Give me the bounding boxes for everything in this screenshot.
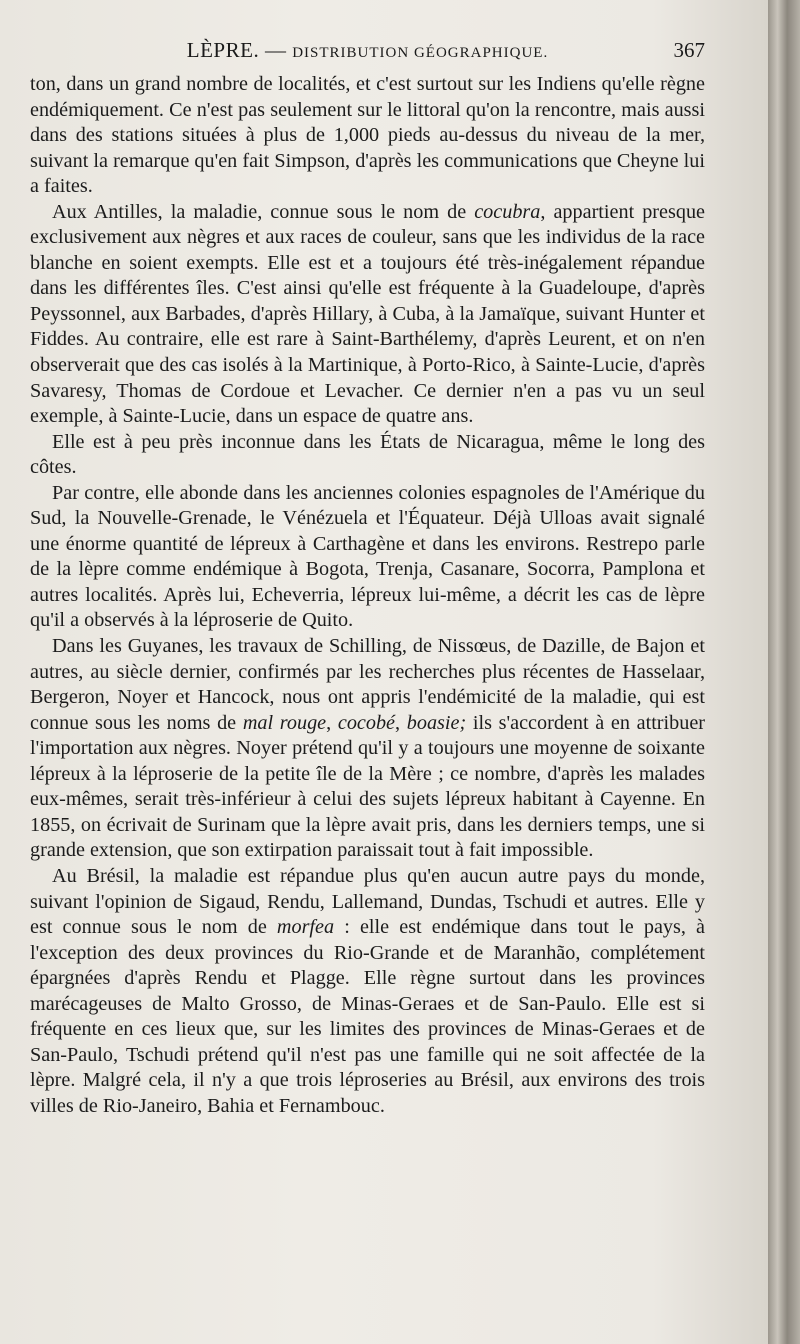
text-segment: : elle est endémique dans tout le pays, à l'exception des deux provinces du Rio-Grande et de Maranhão, complétement épargnées d'après Rendu et Plagge. Elle règne surtout dans les provinces marécageuses de Malto Grosso, de Minas-Geraes et de San-Paulo. Elle est si fréquente en ces lieux que, sur les limites des provinces de Minas-Geraes et de San-Paulo, Tschudi prétend qu'il n'est pas une famille qui ne soit affectée de la lèpre. Malgré cela, il n'y a que trois léproseries au Brésil, aux environs des trois villes de Rio-Janeiro, Bahia et Fernambouc. xyxy=(30,916,705,1117)
running-head xyxy=(30,38,705,63)
text-segment: Elle est à peu près inconnue dans les États de Nicaragua, même le long des côtes. xyxy=(30,430,705,479)
text-segment: , appartient presque exclusivement aux nègres et aux races de couleur, sans que les individus de la race blanche en soient exempts. Elle est et a toujours été très-inégalement répandue dans les différentes îles. C'est ainsi qu'elle est fréquente à la Guadeloupe, d'après Peyssonnel, aux Barbades, d'après Hillary, à Cuba, à la Jamaïque, suivant Hunter et Fiddes. Au contraire, elle est rare à Saint-Barthélemy, d'après Leurent, et on n'en observerait que des cas isolés à la Martinique, à Porto-Rico, à Sainte-Lucie, d'après Savaresy, Thomas de Cordoue et Levacher. Ce dernier n'en a pas vu un seul exemple, à Sainte-Lucie, dans un espace de quatre ans. xyxy=(30,200,705,428)
running-head-subtitle: DISTRIBUTION GÉOGRAPHIQUE. xyxy=(292,45,549,61)
running-head-title: LÈPRE. — xyxy=(186,38,287,62)
book-gutter xyxy=(768,0,800,1344)
italic-term: cocubra xyxy=(474,200,541,223)
paragraph xyxy=(30,200,705,430)
italic-term: morfea xyxy=(276,916,335,939)
text-segment: Par contre, elle abonde dans les anciennes colonies espagnoles de l'Amérique du Sud, la Nouvelle-Grenade, le Vénézuela et l'Équateur. Déjà Ulloas avait signalé une énorme quantité de lépreux à Carthagène et dans les environs. Restrepo parle de la lèpre comme endémique à Bogota, Trenja, Casanare, Socorra, Pamplona et autres localités. Après lui, Echeverria, lépreux lui-même, a décrit les cas de lèpre qu'il a observés à la léproserie de Quito. xyxy=(30,481,705,632)
italic-term: cocobé xyxy=(337,711,396,734)
paragraph xyxy=(30,481,705,634)
paragraph xyxy=(30,864,705,1119)
paragraph xyxy=(30,634,705,864)
page-number: 367 xyxy=(673,38,705,62)
text-segment: Aux Antilles, la maladie, connue sous le nom de xyxy=(52,200,475,223)
text-segment: ton, dans un grand nombre de localités, et c'est surtout sur les Indiens qu'elle règne endémiquement. Ce n'est pas seulement sur le littoral qu'on la rencontre, mais aussi dans des stations situées à plus de 1,000 pieds au-dessus du niveau de la mer, suivant la remarque qu'en fait Simpson, d'après les communications que Cheyne lui a faites. xyxy=(30,73,705,198)
paragraph xyxy=(30,430,705,481)
text-segment: Dans les Guyanes, les travaux de Schilling, de Nissœus, de Dazille, de Bajon et autres, au siècle dernier, confirmés par les recherches plus récentes de Hasselaar, Bergeron, Noyer et Hancock, nous ont appris l'endémicité de la maladie, qui est connue sous les noms de xyxy=(30,635,705,734)
paragraph xyxy=(30,72,705,200)
text-segment: ils s'accordent à en attribuer l'importation aux nègres. Noyer prétend qu'il y a toujours une moyenne de soixante lépreux à la léproserie de la petite île de la Mère ; ce nombre, d'après les malades eux-mêmes, serait très-inférieur à celui des sujets lépreux habitant à Cayenne. En 1855, on écrivait de Surinam que la lèpre avait pris, dans les derniers temps, une si grande extension, que son extirpation paraissait tout à fait impossible. xyxy=(30,711,706,862)
body-text xyxy=(30,72,705,1119)
text-segment: , xyxy=(395,711,407,734)
text-segment: , xyxy=(326,711,338,734)
italic-term: mal rouge xyxy=(242,711,327,734)
page-header xyxy=(30,38,705,68)
italic-term: boasie; xyxy=(406,711,467,734)
text-segment: Au Brésil, la maladie est répandue plus qu'en aucun autre pays du monde, suivant l'opinion de Sigaud, Rendu, Lallemand, Dundas, Tschudi et autres. Elle y est connue sous le nom de xyxy=(30,864,705,939)
